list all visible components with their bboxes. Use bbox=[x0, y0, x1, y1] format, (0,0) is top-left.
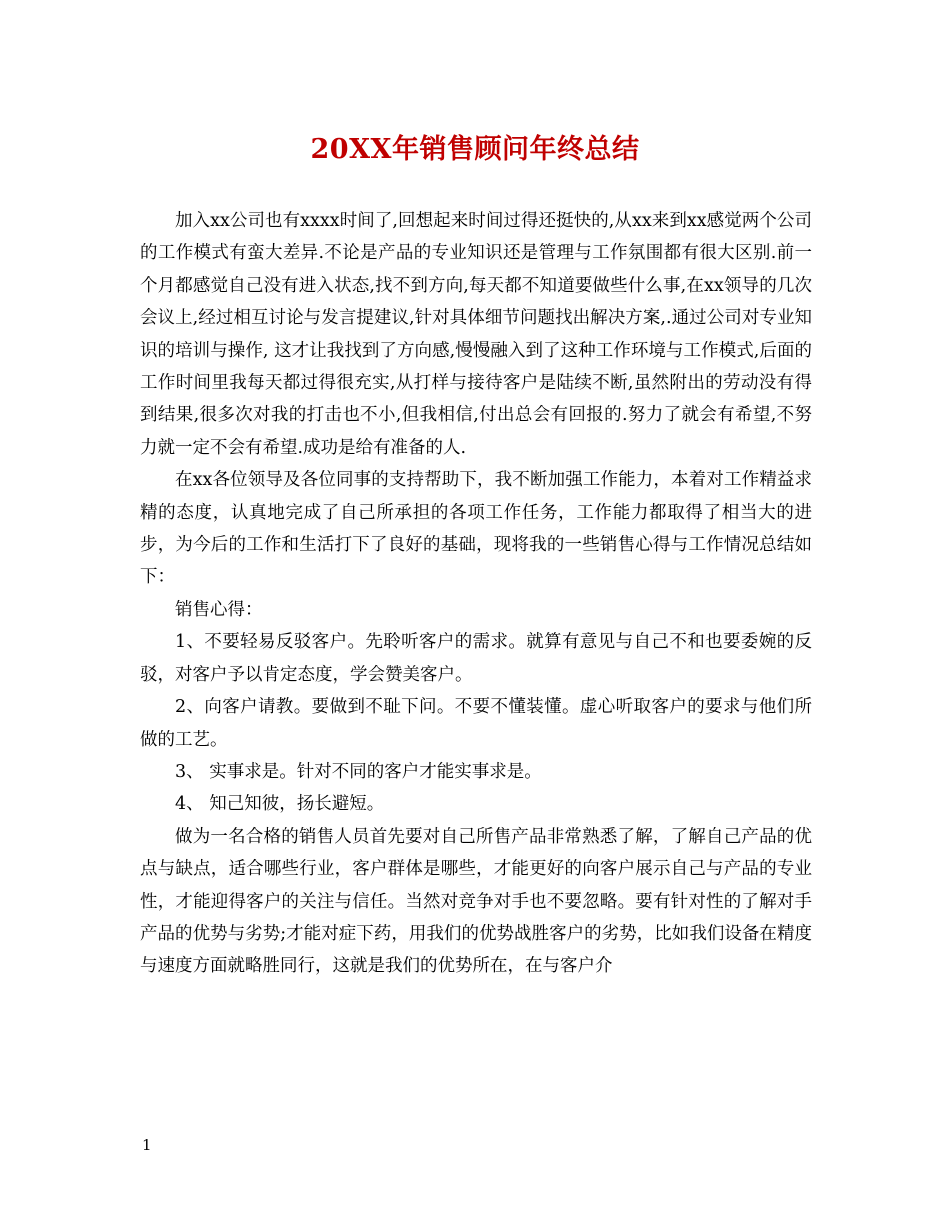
paragraph-tip-3: 3、 实事求是。针对不同的客户才能实事求是。 bbox=[175, 761, 542, 782]
document-body bbox=[140, 205, 812, 983]
paragraph-summary-lead: 在xx各位领导及各位同事的支持帮助下，我不断加强工作能力，本着对工作精益求精的态度，认真地完成了自己所承担的各项工作任务，工作能力都取得了相当大的进步，为今后的工作和生活打下了良好的基础，现将我的一些销售心得与工作情况总结如下： bbox=[140, 470, 812, 588]
paragraph-sales-tips-heading: 销售心得： bbox=[175, 599, 263, 620]
paragraph-product-knowledge: 做为一名合格的销售人员首先要对自己所售产品非常熟悉了解，了解自己产品的优点与缺点，适合哪些行业，客户群体是哪些，才能更好的向客户展示自己与产品的专业性，才能迎得客户的关注与信任。当然对竞争对手也不要忽略。要有针对性的了解对手产品的优势与劣势;才能对症下药，用我们的优势战胜客户的劣势，比如我们设备在精度与速度方面就略胜同行，这就是我们的优势所在，在与客户介 bbox=[140, 826, 812, 977]
paragraph-tip-1: 1、不要轻易反驳客户。先聆听客户的需求。就算有意见与自己不和也要委婉的反驳，对客户予以肯定态度，学会赞美客户。 bbox=[140, 632, 812, 685]
paragraph-intro: 加入xx公司也有xxxx时间了,回想起来时间过得还挺快的,从xx来到xx感觉两个公司的工作模式有蛮大差异.不论是产品的专业知识还是管理与工作氛围都有很大区别.前一个月都感觉自己没有进入状态,找不到方向,每天都不知道要做些什么事,在xx领导的几次会议上,经过相互讨论与发言提建议,针对具体细节问题找出解决方案,.通过公司对专业知识的培训与操作, 这才让我找到了方向感,慢慢融入到了这种工作环境与工作模式,后面的工作时间里我每天都过得很充实,从打样与接待客户是陆续不断,虽然附出的劳动没有得到结果,很多次对我的打击也不小,但我相信,付出总会有回报的.努力了就会有希望,不努力就一定不会有希望.成功是给有准备的人. bbox=[140, 211, 812, 458]
page-number: 1 bbox=[142, 1136, 152, 1154]
paragraph-tip-4: 4、 知己知彼，扬长避短。 bbox=[175, 794, 385, 815]
document-title: 20XX年销售顾问年终总结 bbox=[310, 134, 640, 165]
paragraph-tip-2: 2、向客户请教。要做到不耻下问。不要不懂装懂。虚心听取客户的要求与他们所做的工艺。 bbox=[140, 697, 812, 750]
